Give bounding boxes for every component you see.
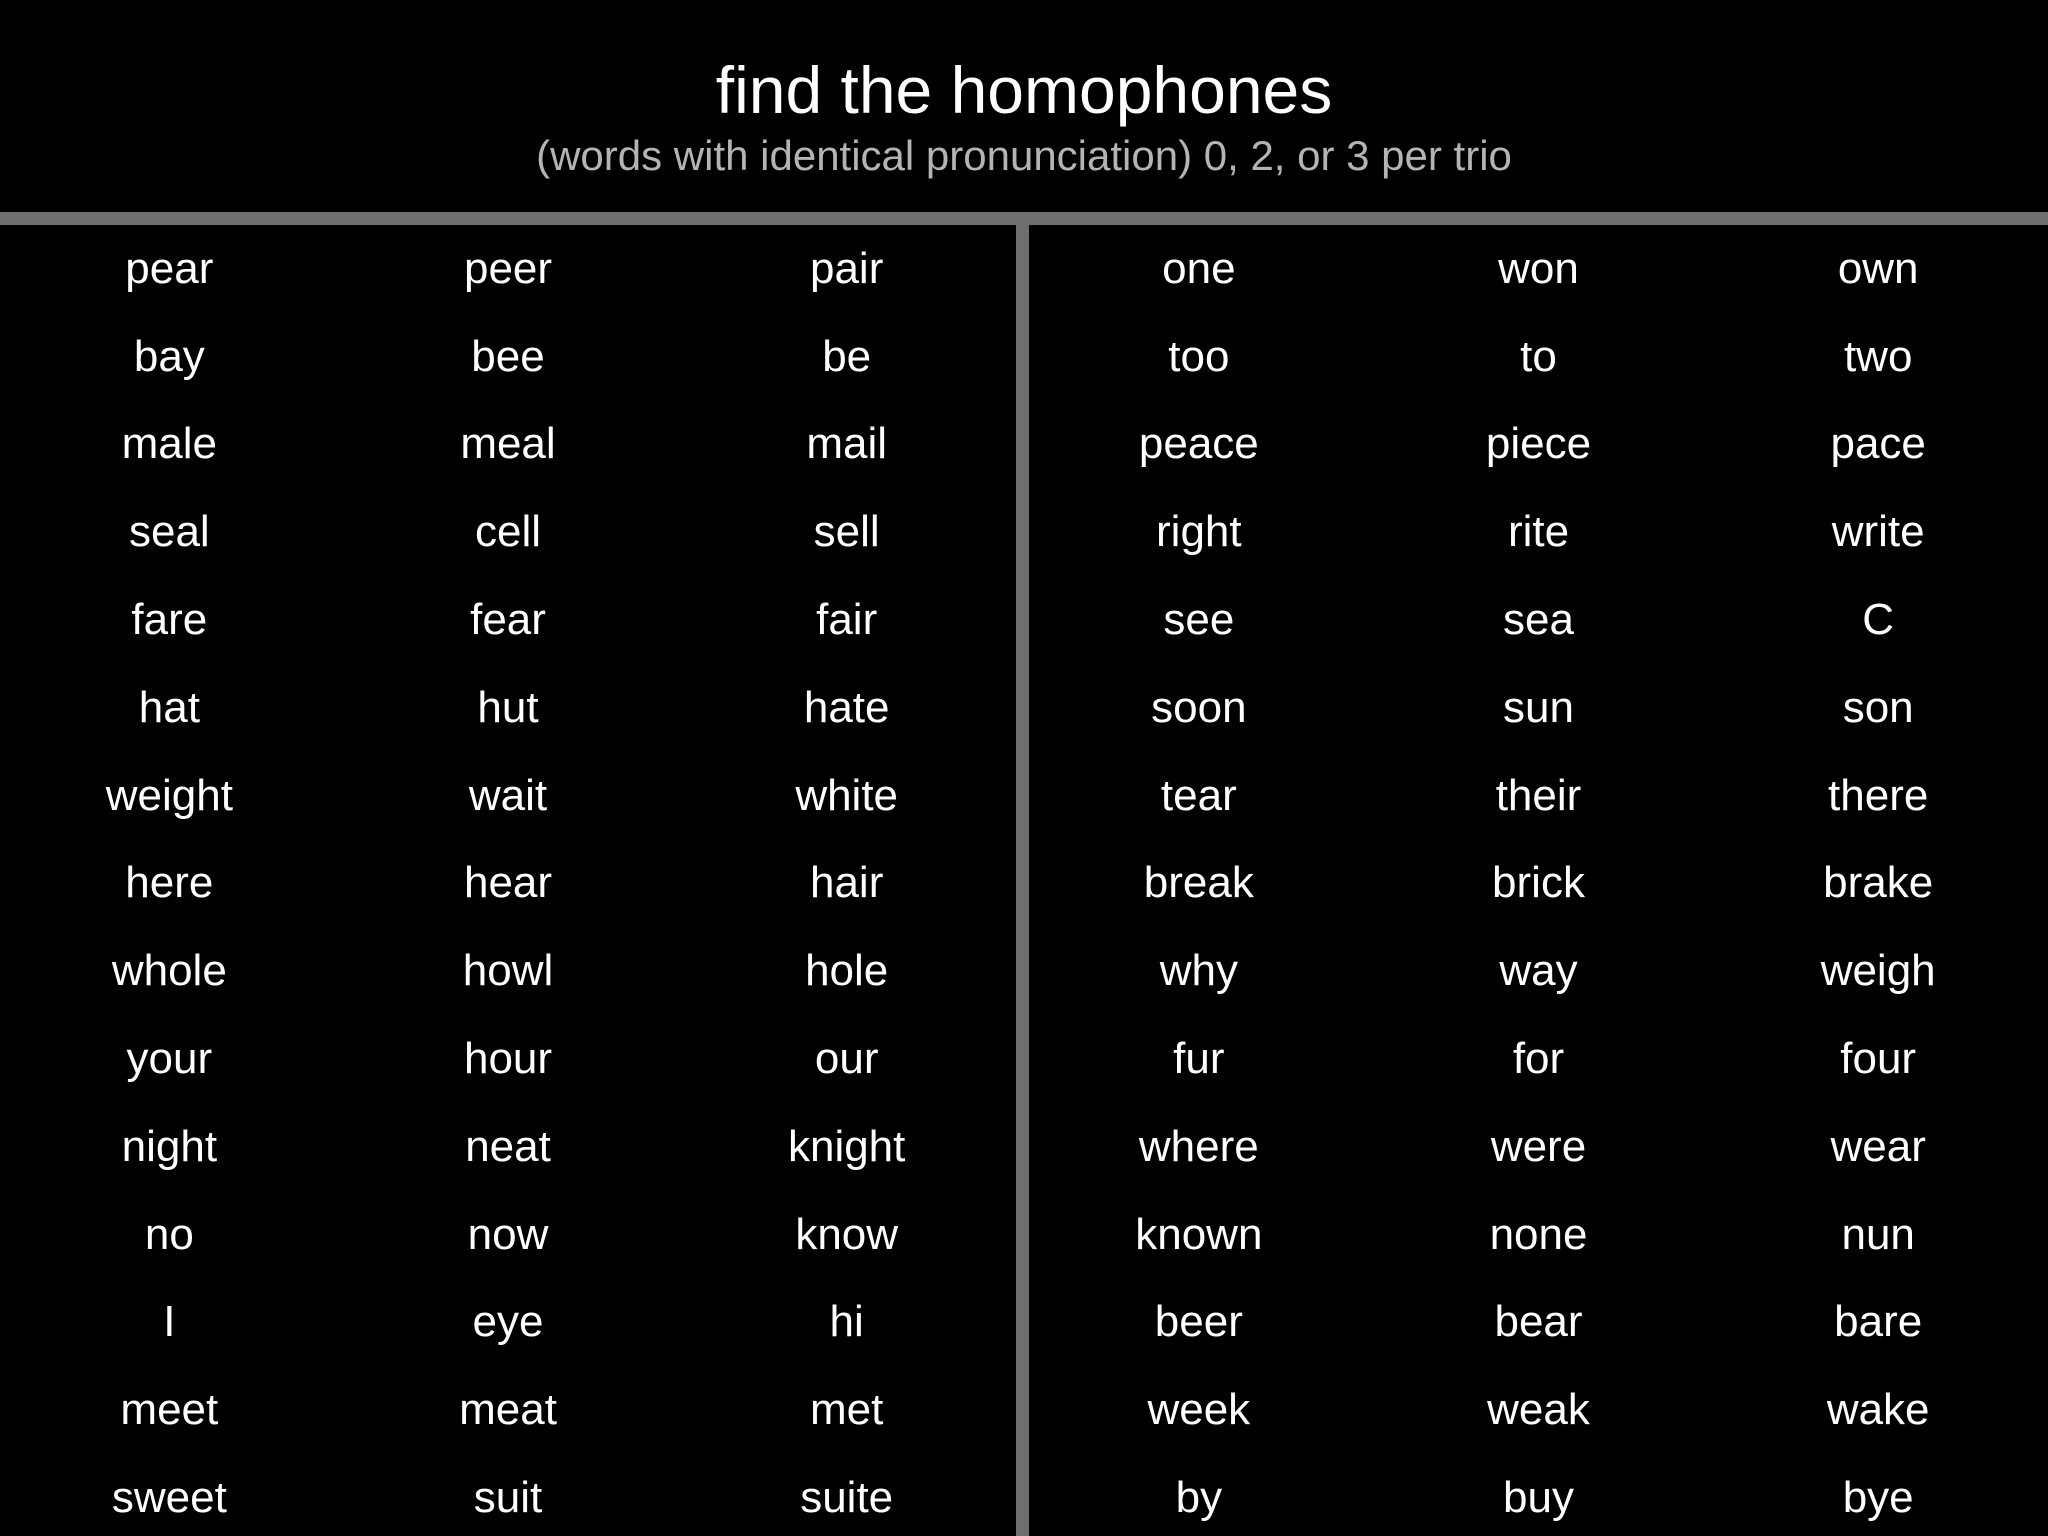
trio-word: hut [477, 682, 539, 732]
trio-word: meet [120, 1385, 219, 1435]
trio-word: fare [131, 595, 208, 645]
trio-word: hair [809, 858, 884, 908]
page-title: find the homophones [715, 53, 1333, 127]
trio-row [0, 840, 1016, 928]
trio-word: write [1831, 507, 1925, 557]
trio-row [0, 225, 1016, 313]
trio-word: there [1828, 770, 1929, 820]
header-divider [0, 212, 2048, 225]
trio-word: bee [471, 331, 545, 381]
trio-word: C [1862, 595, 1895, 645]
trio-word: our [814, 1034, 879, 1084]
trio-word: their [1495, 770, 1582, 820]
trio-word: brake [1823, 858, 1934, 908]
trio-word: bare [1834, 1297, 1923, 1347]
trio-word: own [1837, 243, 1919, 293]
trio-row [0, 927, 1016, 1015]
trio-word: hour [463, 1034, 553, 1084]
trio-word: see [1163, 595, 1235, 645]
trio-word: break [1143, 858, 1254, 908]
trio-word: bay [133, 331, 205, 381]
trio-word: one [1162, 243, 1236, 293]
trio-row [1029, 576, 2048, 664]
trio-word: won [1498, 243, 1579, 293]
trio-row [1029, 1279, 2048, 1367]
trio-word: meal [460, 419, 556, 469]
trio-word: four [1840, 1034, 1917, 1084]
trio-word: met [810, 1385, 884, 1435]
trio-row [1029, 840, 2048, 928]
trio-row [0, 1103, 1016, 1191]
trio-word: two [1843, 331, 1913, 381]
trio-word: peer [463, 243, 553, 293]
right-trio-list [1029, 225, 2048, 1536]
trio-row [0, 576, 1016, 664]
trio-word: sweet [111, 1473, 227, 1523]
trio-word: beer [1154, 1297, 1243, 1347]
trio-word: rite [1507, 507, 1570, 557]
trio-word: known [1135, 1209, 1263, 1259]
trio-word: right [1156, 507, 1242, 557]
trio-row [1029, 1366, 2048, 1454]
trio-row [1029, 752, 2048, 840]
header [0, 0, 2048, 212]
trio-word: to [1520, 331, 1557, 381]
trio-word: hear [463, 858, 553, 908]
trio-word: hat [138, 682, 200, 732]
trio-word: howl [462, 946, 554, 996]
trio-row [1029, 225, 2048, 313]
trio-word: seal [128, 507, 210, 557]
trio-word: cell [474, 507, 542, 557]
column-divider [1016, 225, 1029, 1536]
trio-word: pear [125, 243, 214, 293]
trio-word: sun [1503, 682, 1574, 732]
trio-word: by [1175, 1473, 1223, 1523]
trio-row [0, 1366, 1016, 1454]
trio-word: buy [1503, 1473, 1574, 1523]
left-word-panel [0, 225, 1016, 1536]
trio-word: suit [473, 1473, 543, 1523]
trio-row [0, 752, 1016, 840]
trio-word: fair [816, 595, 878, 645]
trio-row [0, 313, 1016, 401]
trio-word: why [1159, 946, 1238, 996]
trio-word: meat [459, 1385, 557, 1435]
trio-row [0, 401, 1016, 489]
trio-word: hate [803, 682, 890, 732]
trio-row [1029, 1103, 2048, 1191]
trio-word: where [1138, 1121, 1259, 1171]
trio-word: too [1168, 331, 1230, 381]
trio-row [1029, 664, 2048, 752]
trio-word: knight [787, 1121, 906, 1171]
trio-row [0, 488, 1016, 576]
trio-row [1029, 1454, 2048, 1536]
trio-word: be [822, 331, 872, 381]
trio-word: pair [809, 243, 884, 293]
trio-word: way [1499, 946, 1578, 996]
trio-word: sea [1503, 595, 1574, 645]
trio-word: no [144, 1209, 194, 1259]
trio-word: soon [1151, 682, 1247, 732]
trio-word: night [121, 1121, 218, 1171]
trio-word: sell [813, 507, 880, 557]
trio-row [1029, 313, 2048, 401]
trio-word: here [125, 858, 214, 908]
trio-row [0, 1454, 1016, 1536]
trio-word: weigh [1820, 946, 1936, 996]
trio-row [0, 664, 1016, 752]
trio-word: know [795, 1209, 899, 1259]
trio-word: your [126, 1034, 213, 1084]
trio-word: brick [1492, 858, 1585, 908]
trio-word: pace [1830, 419, 1926, 469]
trio-word: son [1842, 682, 1914, 732]
trio-word: mail [806, 419, 888, 469]
trio-word: hole [805, 946, 889, 996]
trio-row [1029, 1191, 2048, 1279]
trio-word: bye [1842, 1473, 1914, 1523]
trio-word: for [1512, 1034, 1565, 1084]
trio-word: suite [800, 1473, 894, 1523]
trio-word: piece [1485, 419, 1592, 469]
trio-word: neat [465, 1121, 551, 1171]
trio-word: nun [1841, 1209, 1915, 1259]
trio-word: fur [1173, 1034, 1225, 1084]
right-word-panel [1029, 225, 2048, 1536]
trio-word: peace [1138, 419, 1259, 469]
trio-word: wake [1826, 1385, 1930, 1435]
trio-word: week [1147, 1385, 1251, 1435]
trio-word: none [1489, 1209, 1588, 1259]
trio-word: tear [1160, 770, 1237, 820]
trio-word: wear [1830, 1121, 1926, 1171]
trio-word: whole [111, 946, 227, 996]
trio-word: were [1490, 1121, 1587, 1171]
trio-word: fear [470, 595, 546, 645]
trio-word: hi [829, 1297, 864, 1347]
trio-word: bear [1494, 1297, 1583, 1347]
trio-word: I [163, 1297, 176, 1347]
trio-row [1029, 927, 2048, 1015]
trio-word: weight [105, 770, 233, 820]
trio-row [0, 1191, 1016, 1279]
trio-row [1029, 401, 2048, 489]
trio-row [1029, 1015, 2048, 1103]
trio-word: weak [1487, 1385, 1590, 1435]
trio-row [1029, 488, 2048, 576]
left-trio-list [0, 225, 1016, 1536]
trio-word: now [467, 1209, 549, 1259]
trio-row [0, 1015, 1016, 1103]
trio-row [0, 1279, 1016, 1367]
trio-word: eye [472, 1297, 544, 1347]
page-subtitle: (words with identical pronunciation) 0, 2, or 3 per trio [536, 132, 1512, 179]
trio-word: white [795, 770, 899, 820]
trio-word: male [121, 419, 218, 469]
trio-word: wait [468, 770, 548, 820]
